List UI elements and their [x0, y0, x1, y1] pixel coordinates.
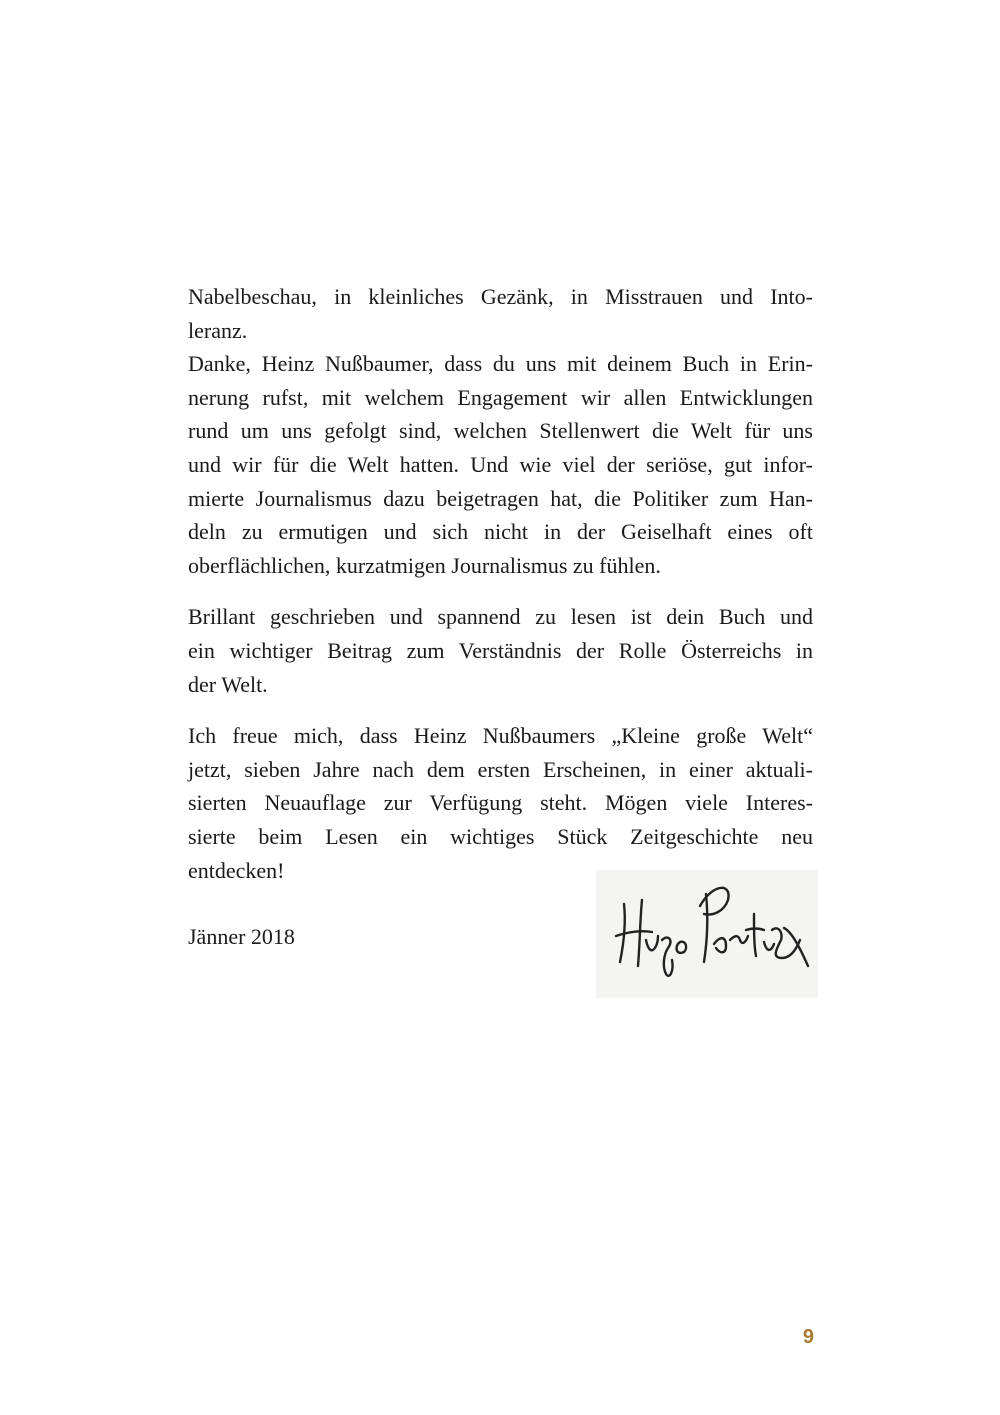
text-line: Brillant geschrieben und spannend zu lesen ist dein Buch und [188, 604, 813, 630]
text-line: oberflächlichen, kurzatmigen Journalismus zu fühlen. [188, 552, 661, 578]
text-line: und wir für die Welt hatten. Und wie viel der seriöse, gut infor- [188, 451, 813, 477]
text-line: leranz. [188, 317, 248, 343]
text-line: Ich freue mich, dass Heinz Nußbaumers „Kleine große Welt“ [188, 723, 813, 749]
text-line: der Welt. [188, 671, 268, 697]
text-line: rund um uns gefolgt sind, welchen Stellenwert die Welt für uns [188, 418, 813, 444]
signature-image [596, 870, 818, 998]
text-line: entdecken! [188, 857, 285, 883]
text-line: ein wichtiger Beitrag zum Verständnis der Rolle Österreichs in [188, 637, 813, 663]
date: Jänner 2018 [188, 924, 295, 949]
text-line: mierte Journalismus dazu beigetragen hat, die Politiker zum Han- [188, 485, 813, 511]
text-line: sierte beim Lesen ein wichtiges Stück Zeitgeschichte neu [188, 823, 813, 849]
paragraph-gap [188, 701, 813, 719]
signature-drawing [596, 870, 818, 998]
text-line: deln zu ermutigen und sich nicht in der Geiselhaft eines oft [188, 519, 813, 545]
text-line: Danke, Heinz Nußbaumer, dass du uns mit deinem Buch in Erin- [188, 351, 813, 377]
text-line: Nabelbeschau, in kleinliches Gezänk, in Misstrauen und Into- [188, 284, 813, 309]
body-text [188, 280, 813, 887]
text-line: nerung rufst, mit welchem Engagement wir allen Entwicklungen [188, 384, 813, 410]
paragraph-gap [188, 582, 813, 600]
page-number: 9 [802, 1326, 814, 1348]
text-line: sierten Neuauflage zur Verfügung steht. Mögen viele Interes- [188, 790, 813, 816]
text-line: jetzt, sieben Jahre nach dem ersten Erscheinen, in einer aktuali- [188, 756, 813, 782]
